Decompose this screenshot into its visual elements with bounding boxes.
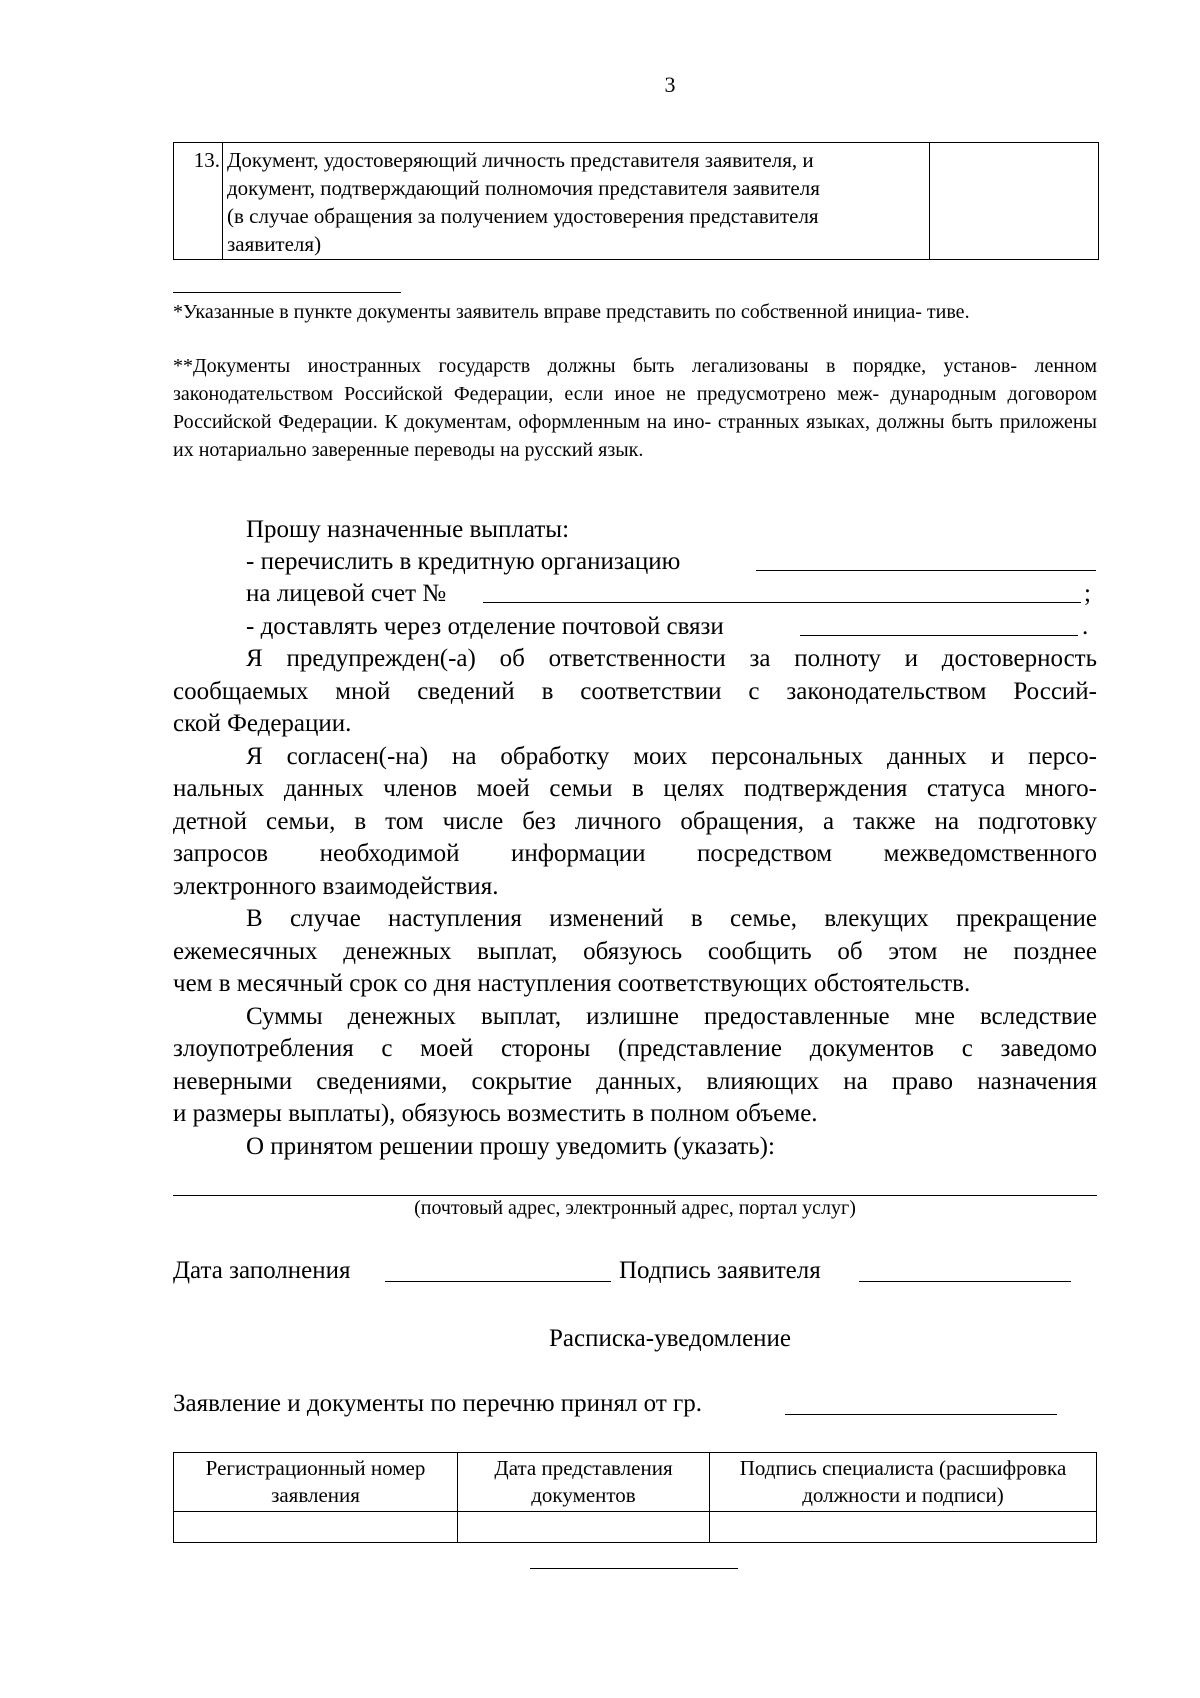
item-line: Документ, удостоверяющий личность представителя заявителя, и — [227, 148, 814, 172]
account-number-field[interactable] — [483, 580, 1081, 603]
consent-line-4: запросов необходимой информации посредством межведомственного — [173, 840, 1097, 867]
notify-request: О принятом решении прошу уведомить (указать): — [246, 1133, 775, 1160]
changes-line-3: чем в месячный срок со дня наступления соответствующих обстоятельств. — [173, 970, 971, 997]
consent-line-3: детной семьи, в том числе без личного обращения, а также на подготовку — [173, 808, 1097, 835]
header-signature — [710, 1453, 1097, 1512]
date-field[interactable] — [385, 1259, 611, 1282]
date-label: Дата заполнения — [173, 1257, 351, 1284]
table-row — [174, 143, 1099, 260]
page-number: 3 — [664, 72, 676, 97]
receipt-title: Расписка-уведомление — [548, 1325, 792, 1352]
item-number: 13. — [174, 143, 223, 260]
refund-line-4: и размеры выплаты), обязуюсь возместить в полном объеме. — [173, 1100, 818, 1127]
account-semicolon: ; — [1084, 580, 1091, 607]
accepted-from-label: Заявление и документы по перечню принял от гр. — [173, 1390, 703, 1417]
changes-line-1: В случае наступления изменений в семье, влекущих прекращение — [246, 905, 1097, 932]
header-reg-number — [174, 1453, 458, 1512]
post-office-field[interactable] — [800, 613, 1078, 636]
table-header-row — [174, 1453, 1097, 1512]
refund-line-1: Суммы денежных выплат, излишне предоставленные мне вследствие — [246, 1003, 1097, 1030]
header-line: заявления — [271, 1483, 360, 1507]
item-line: заявителя) — [227, 232, 322, 256]
consent-line-2: нальных данных членов моей семьи в целях подтверждения статуса много- — [173, 775, 1097, 802]
credit-org-label: - перечислить в кредитную организацию — [246, 548, 681, 575]
refund-line-3: неверными сведениями, сокрытие данных, влияющих на право назначения — [173, 1068, 1097, 1095]
header-date — [458, 1453, 710, 1512]
table-row — [174, 1512, 1097, 1543]
reg-number-cell[interactable] — [174, 1512, 458, 1543]
item-line: документ, подтверждающий полномочия представителя заявителя — [227, 176, 820, 200]
header-line: Дата представления — [494, 1456, 673, 1480]
signature-field[interactable] — [859, 1259, 1071, 1282]
footnote-2: **Документы иностранных государств должны быть легализованы в порядке, установ- ленном законодательством Российской Федерации, если иное не предусмотрено меж- дународным договором Российской Федерации. К документам, оформленным на ино- странных языках, должны быть приложены их нотариально заверенные переводы на русский язык. — [173, 355, 1097, 461]
header-line: Регистрационный номер — [205, 1456, 426, 1480]
consent-line-5: электронного взаимодействия. — [173, 873, 499, 900]
warned-line-3: ской Федерации. — [173, 710, 352, 737]
payments-heading: Прошу назначенные выплаты: — [246, 516, 570, 543]
footnote-separator — [173, 292, 401, 293]
header-line: документов — [531, 1483, 636, 1507]
post-period: . — [1082, 613, 1089, 640]
consent-line-1: Я согласен(-на) на обработку моих персональных данных и персо- — [246, 743, 1097, 770]
end-separator — [530, 1568, 738, 1569]
header-line: должности и подписи) — [802, 1483, 1004, 1507]
item-description — [223, 143, 930, 260]
documents-table — [173, 142, 1099, 260]
notify-caption: (почтовый адрес, электронный адрес, портал услуг) — [414, 1197, 856, 1219]
signature-cell[interactable] — [710, 1512, 1097, 1543]
item-line: (в случае обращения за получением удостоверения представителя — [227, 204, 819, 228]
post-label: - доставлять через отделение почтовой связи — [246, 613, 724, 640]
signature-label: Подпись заявителя — [619, 1257, 821, 1284]
receipt-table — [173, 1452, 1097, 1543]
header-line: Подпись специалиста (расшифровка — [739, 1456, 1067, 1480]
warned-line-1: Я предупрежден(-а) об ответственности за полноту и достоверность — [246, 645, 1097, 672]
account-label: на лицевой счет № — [246, 580, 447, 607]
changes-line-2: ежемесячных денежных выплат, обязуюсь сообщить об этом не позднее — [173, 938, 1097, 965]
notify-address-field[interactable] — [173, 1195, 1097, 1196]
credit-org-field[interactable] — [756, 548, 1096, 571]
accepted-from-field[interactable] — [785, 1392, 1057, 1415]
date-cell[interactable] — [458, 1512, 710, 1543]
refund-line-2: злоупотребления с моей стороны (представление документов с заведомо — [173, 1035, 1097, 1062]
item-mark-cell — [930, 143, 1099, 260]
warned-line-2: сообщаемых мной сведений в соответствии с законодательством Россий- — [173, 678, 1097, 705]
footnote-1: *Указанные в пункте документы заявитель вправе представить по собственной инициа- тиве. — [173, 301, 970, 323]
